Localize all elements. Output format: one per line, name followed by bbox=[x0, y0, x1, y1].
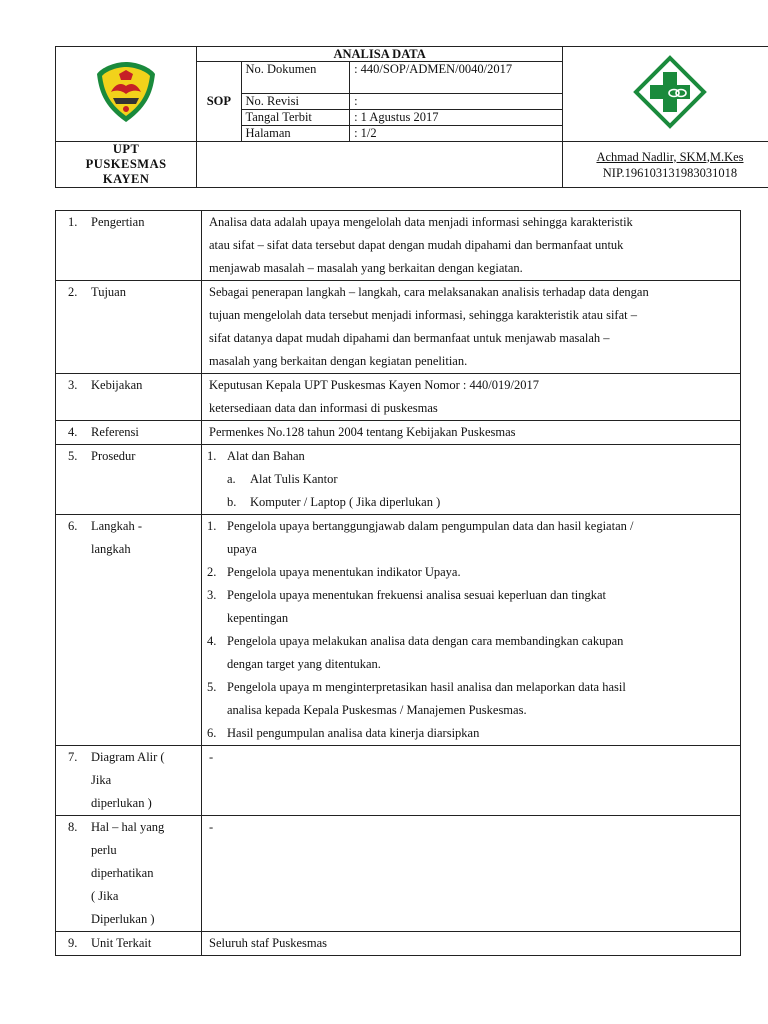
section-label: Unit Terkait bbox=[91, 936, 152, 950]
text-line: Analisa data adalah upaya mengelolah data menjadi informasi sehingga karakteristik bbox=[209, 215, 633, 229]
section-row bbox=[56, 374, 741, 421]
text-line: analisa kepada Kepala Puskesmas / Manajemen Puskesmas. bbox=[227, 703, 527, 717]
list-index: 2. bbox=[207, 565, 217, 579]
organization-name bbox=[56, 142, 197, 188]
section-label: Langkah - langkah bbox=[91, 519, 143, 556]
section-label: Tujuan bbox=[91, 285, 126, 299]
signer-nip: NIP.196103131983031018 bbox=[602, 165, 738, 180]
text-line: Pengelola upaya menentukan indikator Upaya. bbox=[227, 565, 461, 579]
text-line: - bbox=[209, 820, 214, 834]
section-number: 3. bbox=[68, 378, 78, 392]
section-number: 1. bbox=[68, 215, 78, 229]
text-line: Pengelola upaya melakukan analisa data dengan cara membandingkan cakupan bbox=[227, 634, 624, 648]
section-number: 9. bbox=[68, 936, 78, 950]
section-content bbox=[202, 281, 741, 374]
section-label: Kebijakan bbox=[91, 378, 143, 392]
sub-item bbox=[227, 491, 734, 514]
list-item bbox=[207, 676, 734, 722]
text-line: masalah yang berkaitan dengan kegiatan penelitian. bbox=[209, 354, 468, 368]
section-content bbox=[202, 515, 741, 746]
list-text: Alat dan Bahan bbox=[227, 449, 305, 463]
section-content bbox=[202, 746, 741, 816]
section-label-cell bbox=[56, 816, 202, 932]
section-content bbox=[202, 374, 741, 421]
section-row bbox=[56, 932, 741, 956]
steps-list bbox=[207, 515, 734, 745]
section-content bbox=[202, 421, 741, 445]
text-line: menjawab masalah – masalah yang berkaitan dengan kegiatan. bbox=[209, 261, 523, 275]
list-index: 5. bbox=[207, 680, 217, 694]
label-line: Jika bbox=[91, 773, 112, 787]
list-index: 1. bbox=[207, 449, 217, 463]
text-line: Sebagai penerapan langkah – langkah, cara melaksanakan analisis terhadap data dengan bbox=[209, 285, 649, 299]
section-content bbox=[202, 816, 741, 932]
text-line: Hasil pengumpulan analisa data kinerja diarsipkan bbox=[227, 726, 480, 740]
section-number: 4. bbox=[68, 425, 78, 439]
right-logo-cell bbox=[562, 47, 768, 142]
section-label bbox=[91, 816, 164, 931]
section-number: 2. bbox=[68, 285, 78, 299]
section-label-cell bbox=[56, 374, 202, 421]
section-content bbox=[202, 445, 741, 515]
list-item bbox=[207, 722, 734, 745]
revision-label: No. Revisi bbox=[241, 94, 350, 110]
section-label bbox=[91, 746, 165, 815]
list-item bbox=[207, 515, 734, 561]
section-row bbox=[56, 515, 741, 746]
text-line: Pengelola upaya m menginterpretasikan hasil analisa dan melaporkan data hasil bbox=[227, 680, 626, 694]
text-line: atau sifat – sifat data tersebut dapat dengan mudah dipahami dan bermanfaat untuk bbox=[209, 238, 624, 252]
section-number: 5. bbox=[68, 449, 78, 463]
list-item bbox=[207, 561, 734, 584]
text-line: - bbox=[209, 750, 214, 764]
section-label-cell bbox=[56, 932, 202, 956]
list-index: 1. bbox=[207, 519, 217, 533]
section-row bbox=[56, 445, 741, 515]
text-line: ketersediaan data dan informasi di puskesmas bbox=[209, 401, 438, 415]
list-item bbox=[207, 630, 734, 676]
section-label-cell bbox=[56, 211, 202, 281]
document-title: ANALISA DATA bbox=[197, 47, 563, 62]
pati-regency-crest-icon bbox=[93, 60, 159, 124]
list-index: 6. bbox=[207, 726, 217, 740]
puskesmas-cross-icon bbox=[633, 55, 707, 129]
section-label: Pengertian bbox=[91, 215, 145, 229]
text-line: sifat datanya dapat mudah dipahami dan bermanfaat untuk menjawab masalah – bbox=[209, 331, 610, 345]
list-index: 4. bbox=[207, 634, 217, 648]
label-line: diperhatikan bbox=[91, 866, 154, 880]
sop-body-table bbox=[55, 210, 741, 956]
org-line-2: PUSKESMAS bbox=[85, 157, 167, 171]
doc-number-value: : 440/SOP/ADMEN/0040/2017 bbox=[350, 62, 563, 94]
left-logo-cell bbox=[56, 47, 197, 142]
sop-header-table bbox=[55, 46, 768, 188]
section-content bbox=[202, 211, 741, 281]
signer-block bbox=[562, 142, 768, 188]
text-line: Permenkes No.128 tahun 2004 tentang Kebijakan Puskesmas bbox=[209, 425, 516, 439]
page-label: Halaman bbox=[241, 126, 350, 142]
text-line: dengan target yang ditentukan. bbox=[227, 657, 381, 671]
list-item bbox=[207, 584, 734, 630]
label-line: Hal – hal yang bbox=[91, 820, 165, 834]
sub-item bbox=[227, 468, 734, 491]
org-line-1: UPT bbox=[112, 142, 140, 156]
empty-cell bbox=[197, 142, 563, 188]
text-line: Pengelola upaya menentukan frekuensi analisa sesuai keperluan dan tingkat bbox=[227, 588, 607, 602]
list-index: 3. bbox=[207, 588, 217, 602]
text-line: Pengelola upaya bertanggungjawab dalam pengumpulan data dan hasil kegiatan / bbox=[227, 519, 634, 533]
page-value: : 1/2 bbox=[350, 126, 563, 142]
label-line: ( Jika bbox=[91, 889, 119, 903]
revision-value: : bbox=[350, 94, 563, 110]
section-number: 6. bbox=[68, 519, 78, 533]
sop-label: SOP bbox=[197, 62, 241, 142]
text-line: Seluruh staf Puskesmas bbox=[209, 936, 328, 950]
section-row bbox=[56, 816, 741, 932]
issue-date-label: Tangal Terbit bbox=[241, 110, 350, 126]
signer-name: Achmad Nadlir, SKM,M.Kes bbox=[596, 149, 744, 164]
label-line: Diperlukan ) bbox=[91, 912, 155, 926]
section-row bbox=[56, 421, 741, 445]
section-label-cell bbox=[56, 445, 202, 515]
sub-list bbox=[207, 468, 734, 514]
sub-index: a. bbox=[227, 472, 236, 486]
section-label-cell bbox=[56, 281, 202, 374]
section-row bbox=[56, 746, 741, 816]
section-number: 8. bbox=[68, 820, 78, 834]
sub-index: b. bbox=[227, 495, 237, 509]
sub-text: Komputer / Laptop ( Jika diperlukan ) bbox=[250, 495, 441, 509]
issue-date-value: : 1 Agustus 2017 bbox=[350, 110, 563, 126]
text-line: tujuan mengelolah data tersebut menjadi informasi, sehingga karakteristik atau sifat – bbox=[209, 308, 637, 322]
text-line: Keputusan Kepala UPT Puskesmas Kayen Nomor : 440/019/2017 bbox=[209, 378, 539, 392]
section-number: 7. bbox=[68, 750, 78, 764]
section-content bbox=[202, 932, 741, 956]
section-row bbox=[56, 211, 741, 281]
section-label-cell bbox=[56, 421, 202, 445]
label-line: diperlukan ) bbox=[91, 796, 152, 810]
org-line-3: KAYEN bbox=[102, 172, 150, 186]
section-label: Referensi bbox=[91, 425, 139, 439]
section-row bbox=[56, 281, 741, 374]
text-line: upaya bbox=[227, 542, 257, 556]
doc-number-label: No. Dokumen bbox=[241, 62, 350, 94]
label-line: perlu bbox=[91, 843, 117, 857]
section-label-cell bbox=[56, 746, 202, 816]
section-label: Prosedur bbox=[91, 449, 136, 463]
section-label-cell bbox=[56, 515, 202, 746]
sub-text: Alat Tulis Kantor bbox=[250, 472, 338, 486]
list-item bbox=[207, 445, 734, 468]
text-line: kepentingan bbox=[227, 611, 289, 625]
procedure-list bbox=[207, 445, 734, 468]
label-line: Diagram Alir ( bbox=[91, 750, 165, 764]
